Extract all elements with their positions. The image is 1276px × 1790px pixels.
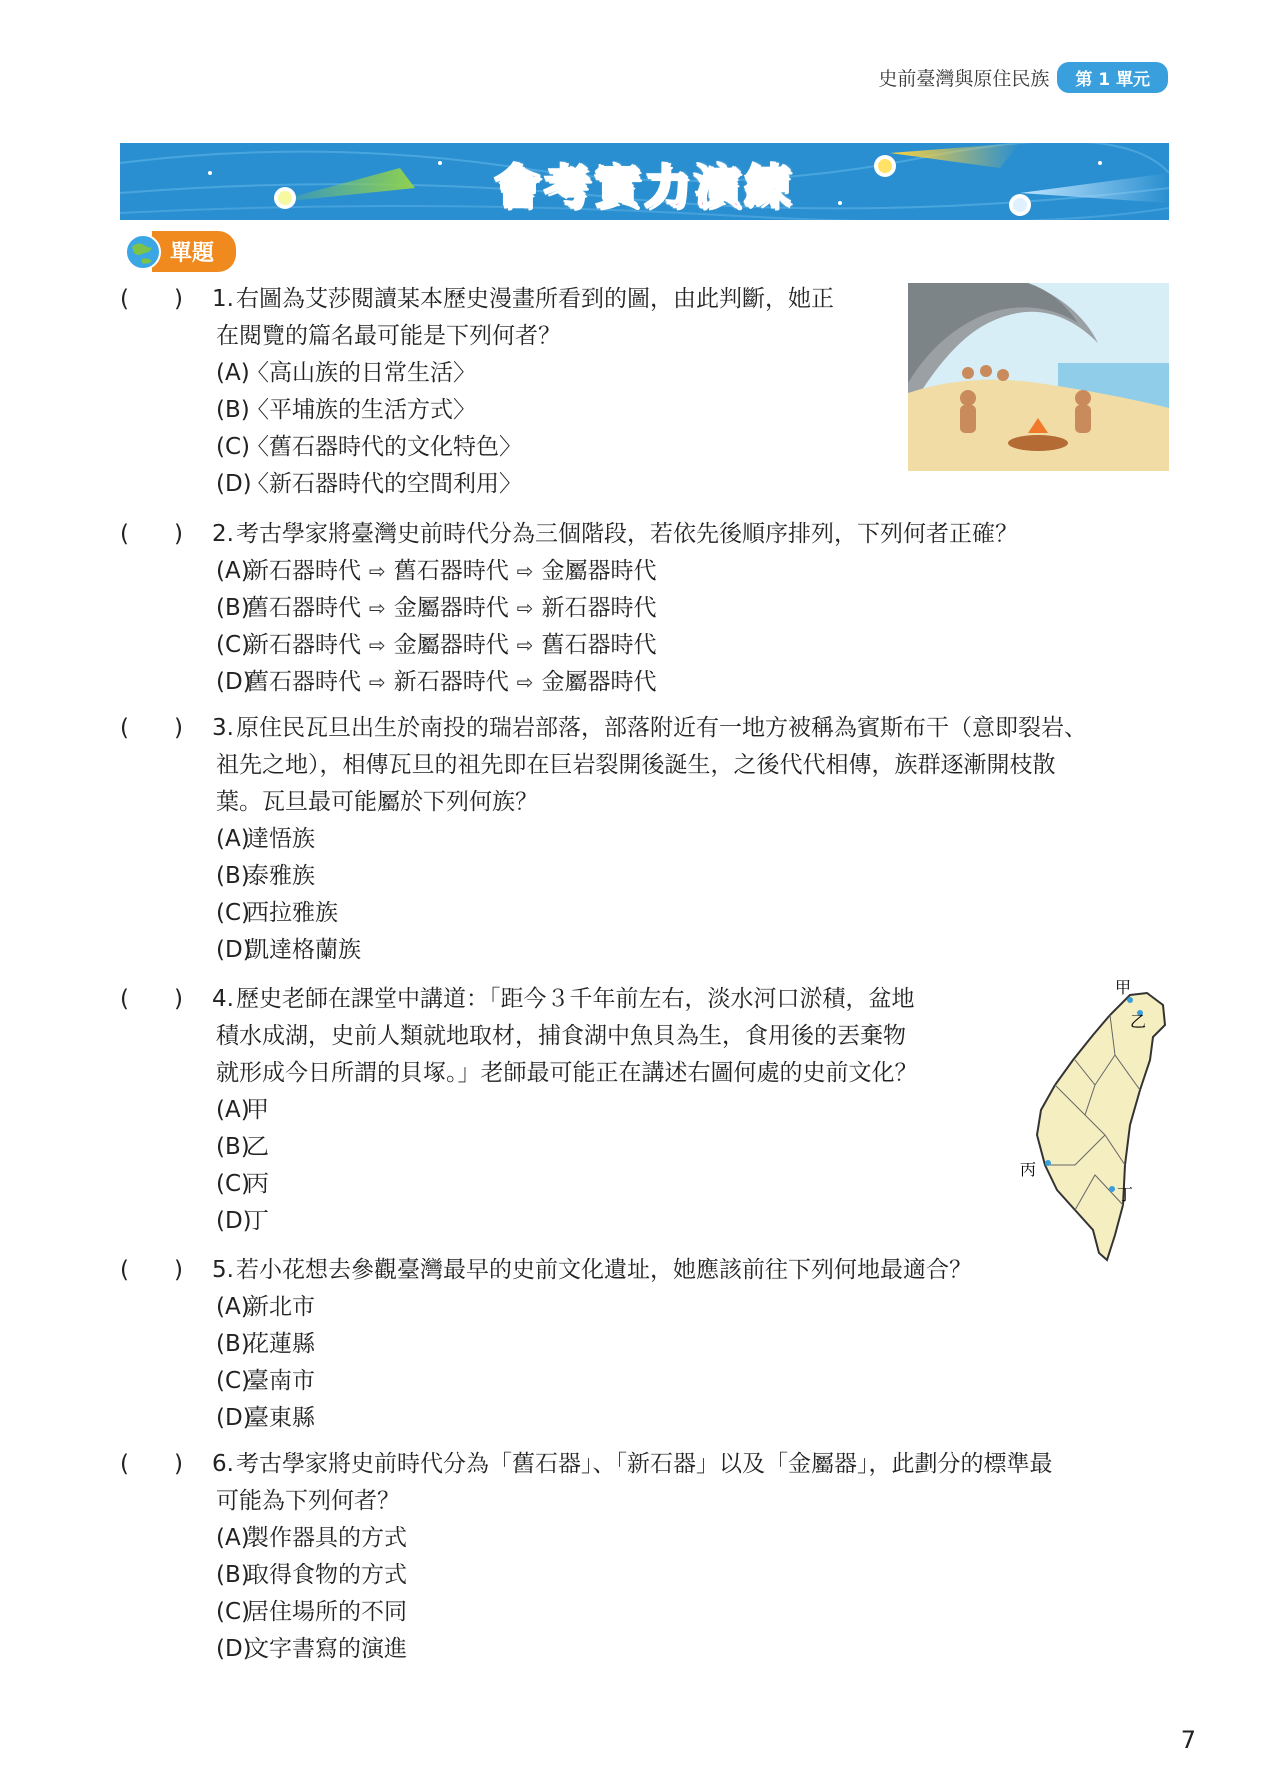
question-1: ( ) 1. 右圖為艾莎閱讀某本歷史漫畫所看到的圖，由此判斷，她正 在閱覽的篇名最可能是下列何者？ (A)〈高山族的日常生活〉 (B)〈平埔族的生活方式〉 (C)〈舊石器時代的文化特色〉 (D)〈新石器時代的空間利用〉 — [120, 281, 834, 503]
option-b: (B)舊石器時代 ⇨ 金屬器時代 ⇨ 新石器時代 — [216, 595, 657, 621]
map-label-bing: 丙 — [1020, 1160, 1037, 1179]
banner-title: 會考實力演練 — [494, 160, 795, 214]
option-c: (C)西拉雅族 — [216, 900, 338, 926]
question-text: 歷史老師在課堂中講道：「距今３千年前左右，淡水河口淤積，盆地 — [236, 986, 915, 1012]
option-d: (D)文字書寫的演進 — [216, 1636, 407, 1662]
page-number: 7 — [1180, 1726, 1196, 1754]
question-text: 考古學家將史前時代分為「舊石器」、「新石器」以及「金屬器」，此劃分的標準最 — [236, 1451, 1053, 1477]
option-d: (D)丁 — [216, 1208, 269, 1234]
question-6: ( ) 6. 考古學家將史前時代分為「舊石器」、「新石器」以及「金屬器」，此劃分的標準最 可能為下列何者？ (A)製作器具的方式 (B)取得食物的方式 (C)居住場所的不同 (D)文字書寫的演進 — [120, 1446, 1053, 1668]
chapter-title: 史前臺灣與原住民族 — [878, 68, 1050, 90]
question-text: 葉。瓦旦最可能屬於下列何族？ — [216, 789, 538, 815]
question-2: ( ) 2. 考古學家將臺灣史前時代分為三個階段，若依先後順序排列，下列何者正確？ (A)新石器時代 ⇨ 舊石器時代 ⇨ 金屬器時代 (B)舊石器時代 ⇨ 金屬器時代 ⇨ 新石器時代 (C)新石器時代 ⇨ 金屬器時代 ⇨ 舊石器時代 (D)舊石器時代 ⇨ 新石器時代 ⇨ 金屬器時代 — [120, 516, 1018, 701]
option-b: (B)〈平埔族的生活方式〉 — [216, 397, 476, 423]
question-text: 原住民瓦旦出生於南投的瑞岩部落，部落附近有一地方被稱為賓斯布干（意即裂岩、 — [236, 715, 1087, 741]
question-text: 右圖為艾莎閱讀某本歷史漫畫所看到的圖，由此判斷，她正 — [236, 286, 834, 312]
option-d: (D)凱達格蘭族 — [216, 937, 361, 963]
option-c: (C)居住場所的不同 — [216, 1599, 407, 1625]
question-text: 在閱覽的篇名最可能是下列何者？ — [216, 323, 561, 349]
option-c: (C)〈舊石器時代的文化特色〉 — [216, 434, 522, 460]
option-c: (C)丙 — [216, 1171, 269, 1197]
answer-blank[interactable]: ( ) — [120, 286, 183, 312]
option-a: (A)新北市 — [216, 1294, 315, 1320]
globe-icon — [124, 233, 162, 271]
option-a: (A)製作器具的方式 — [216, 1525, 407, 1551]
section-tag — [124, 231, 236, 272]
map-label-jia: 甲 — [1115, 978, 1132, 997]
option-a: (A)〈高山族的日常生活〉 — [216, 360, 476, 386]
option-c: (C)新石器時代 ⇨ 金屬器時代 ⇨ 舊石器時代 — [216, 632, 657, 658]
option-c: (C)臺南市 — [216, 1368, 315, 1394]
option-b: (B)取得食物的方式 — [216, 1562, 407, 1588]
cave-illustration — [908, 283, 1169, 471]
option-a: (A)新石器時代 ⇨ 舊石器時代 ⇨ 金屬器時代 — [216, 558, 657, 584]
answer-blank[interactable]: ( ) — [120, 1451, 183, 1477]
section-label: 單題 — [152, 231, 236, 272]
question-text: 考古學家將臺灣史前時代分為三個階段，若依先後順序排列，下列何者正確？ — [236, 521, 1018, 547]
page-header — [878, 62, 1168, 93]
option-b: (B)泰雅族 — [216, 863, 315, 889]
question-3: ( ) 3. 原住民瓦旦出生於南投的瑞岩部落，部落附近有一地方被稱為賓斯布干（意即裂岩、 祖先之地），相傳瓦旦的祖先即在巨岩裂開後誕生，之後代代相傳，族群逐漸開枝散 葉。瓦旦最可能屬於下列何族？ (A)達悟族 (B)泰雅族 (C)西拉雅族 (D)凱達格蘭族 — [120, 710, 1087, 969]
answer-blank[interactable]: ( ) — [120, 1257, 183, 1283]
option-a: (A)甲 — [216, 1097, 269, 1123]
option-d: (D)臺東縣 — [216, 1405, 315, 1431]
question-4: ( ) 4. 歷史老師在課堂中講道：「距今３千年前左右，淡水河口淤積，盆地 積水成湖，史前人類就地取材，捕食湖中魚貝為生，食用後的丟棄物 就形成今日所謂的貝塚。」老師最可能正在講述右圖何處的史前文化？ (A)甲 (B)乙 (C)丙 (D)丁 — [120, 981, 918, 1240]
answer-blank[interactable]: ( ) — [120, 715, 183, 741]
option-b: (B)乙 — [216, 1134, 269, 1160]
question-5: ( ) 5. 若小花想去參觀臺灣最早的史前文化遺址，她應該前往下列何地最適合？ (A)新北市 (B)花蓮縣 (C)臺南市 (D)臺東縣 — [120, 1252, 972, 1437]
option-d: (D)〈新石器時代的空間利用〉 — [216, 471, 522, 497]
answer-blank[interactable]: ( ) — [120, 521, 183, 547]
option-a: (A)達悟族 — [216, 826, 315, 852]
map-label-yi: 乙 — [1130, 1012, 1147, 1031]
question-text: 可能為下列何者？ — [216, 1488, 400, 1514]
option-b: (B)花蓮縣 — [216, 1331, 315, 1357]
answer-blank[interactable]: ( ) — [120, 986, 183, 1012]
taiwan-map — [1015, 975, 1175, 1265]
question-text: 祖先之地），相傳瓦旦的祖先即在巨岩裂開後誕生，之後代代相傳，族群逐漸開枝散 — [216, 752, 1056, 778]
map-label-ding: 丁 — [1117, 1185, 1134, 1204]
option-d: (D)舊石器時代 ⇨ 新石器時代 ⇨ 金屬器時代 — [216, 669, 657, 695]
practice-banner — [120, 143, 1169, 220]
question-text: 若小花想去參觀臺灣最早的史前文化遺址，她應該前往下列何地最適合？ — [236, 1257, 972, 1283]
question-text: 就形成今日所謂的貝塚。」老師最可能正在講述右圖何處的史前文化？ — [216, 1060, 918, 1086]
question-text: 積水成湖，史前人類就地取材，捕食湖中魚貝為生，食用後的丟棄物 — [216, 1023, 906, 1049]
unit-badge: 第 1 單元 — [1057, 62, 1168, 93]
